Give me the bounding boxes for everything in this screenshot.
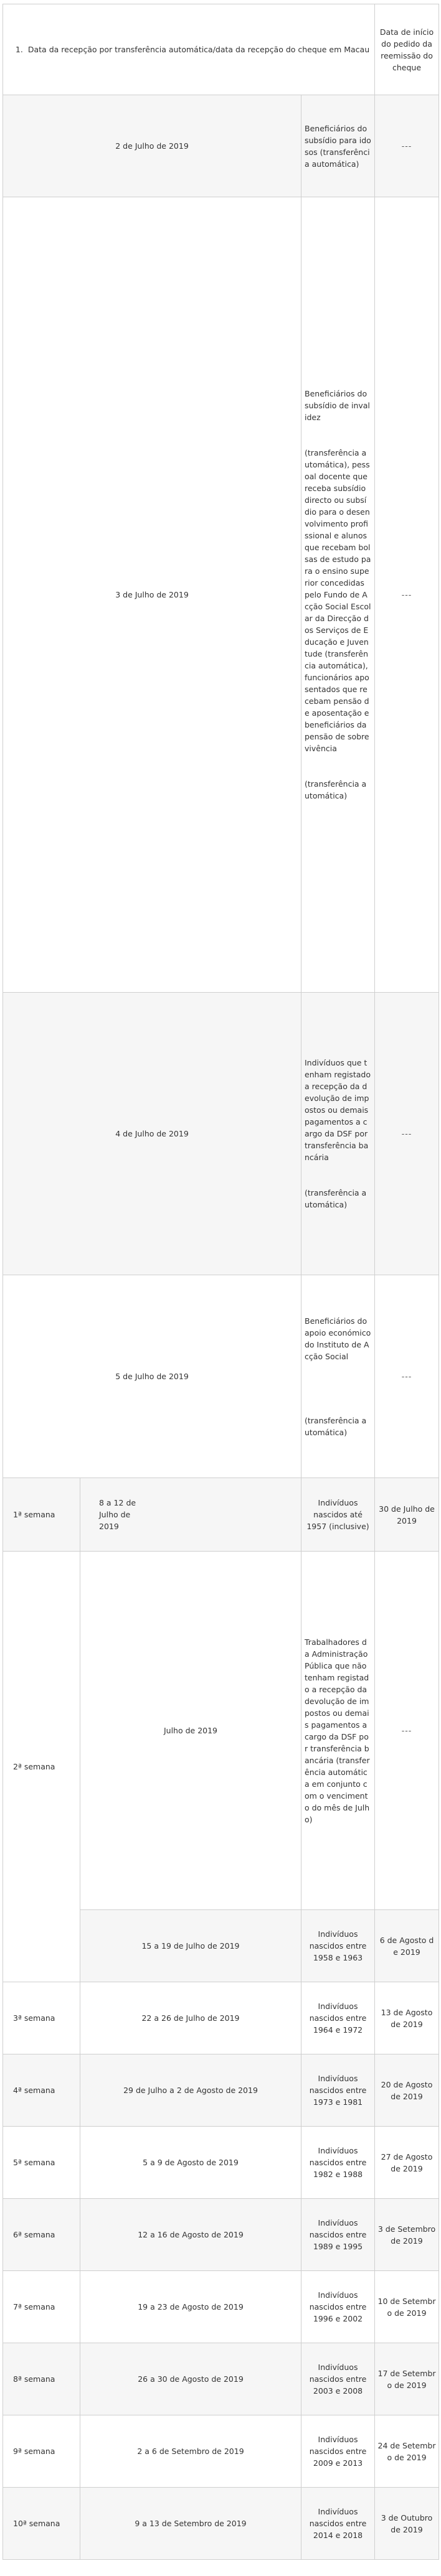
reception-date-cell: 4 de Julho de 2019	[3, 993, 301, 1275]
reception-date-cell: 2 a 6 de Setembro de 2019	[80, 2415, 301, 2488]
request-start-cell: 17 de Setembro de 2019	[375, 2343, 439, 2415]
reception-date-cell: 15 a 19 de Julho de 2019	[80, 1910, 301, 1982]
week-label-cell: 5ª semana	[3, 2127, 80, 2199]
beneficiary-category-cell: Indivíduos nascidos entre 1964 e 1972	[301, 1982, 375, 2054]
reception-date-cell: 22 a 26 de Julho de 2019	[80, 1982, 301, 2054]
week-label-cell: 9ª semana	[3, 2415, 80, 2488]
request-start-cell: 30 de Julho de 2019	[375, 1478, 439, 1552]
reception-date-cell	[80, 1478, 301, 1552]
reception-date-cell: 26 a 30 de Agosto de 2019	[80, 2343, 301, 2415]
table-row	[3, 2271, 439, 2343]
request-start-cell: 13 de Agosto de 2019	[375, 1982, 439, 2054]
beneficiary-category-cell: Indivíduos nascidos entre 1973 e 1981	[301, 2054, 375, 2127]
reception-date-cell: Julho de 2019	[80, 1552, 301, 1910]
category-text: (transferência automática)	[305, 1415, 367, 1437]
beneficiary-category-cell: Indivíduos nascidos entre 2014 e 2018	[301, 2488, 375, 2560]
request-start-cell: 6 de Agosto de 2019	[375, 1910, 439, 1982]
table-header-row	[3, 4, 439, 95]
table-row	[3, 1552, 439, 1910]
reception-date-cell: 29 de Julho a 2 de Agosto de 2019	[80, 2054, 301, 2127]
beneficiary-category-cell	[301, 1275, 375, 1478]
request-start-cell: 24 de Setembro de 2019	[375, 2415, 439, 2488]
empty-start-value: ---	[401, 1372, 412, 1381]
beneficiary-category-cell: Indivíduos nascidos entre 1989 e 1995	[301, 2199, 375, 2271]
reception-date-cell: 2 de Julho de 2019	[3, 95, 301, 197]
table-row	[3, 2199, 439, 2271]
beneficiary-category-cell: Indivíduos nascidos entre 1958 e 1963	[301, 1910, 375, 1982]
table-row	[3, 1982, 439, 2054]
request-start-cell	[375, 95, 439, 197]
payment-schedule-table	[2, 4, 439, 2560]
table-row	[3, 2343, 439, 2415]
category-text: Beneficiários do apoio económico do Instituto de Acção Social	[305, 1316, 371, 1361]
beneficiary-category-cell	[301, 993, 375, 1275]
empty-start-value: ---	[401, 1726, 412, 1735]
request-start-cell	[375, 1275, 439, 1478]
table-bottom-spacer	[2, 2560, 439, 2576]
table-row	[3, 2415, 439, 2488]
empty-start-value: ---	[401, 1129, 412, 1138]
empty-start-value: ---	[401, 141, 412, 151]
schedule-section	[2, 0, 439, 2576]
week-label-cell: 3ª semana	[3, 1982, 80, 2054]
beneficiary-category-cell: Indivíduos nascidos entre 2003 e 2008	[301, 2343, 375, 2415]
beneficiary-category-cell: Indivíduos nascidos entre 1996 e 2002	[301, 2271, 375, 2343]
beneficiary-category-cell: Indivíduos nascidos entre 2009 e 2013	[301, 2415, 375, 2488]
beneficiary-category-cell: Indivíduos nascidos entre 1982 e 1988	[301, 2127, 375, 2199]
table-row	[3, 2488, 439, 2560]
week-label-cell: 8ª semana	[3, 2343, 80, 2415]
week-label-cell: 4ª semana	[3, 2054, 80, 2127]
week-label-cell: 6ª semana	[3, 2199, 80, 2271]
request-start-cell: 27 de Agosto de 2019	[375, 2127, 439, 2199]
table-row	[3, 1275, 439, 1478]
week-label-cell: 7ª semana	[3, 2271, 80, 2343]
week-label-cell: 1ª semana	[3, 1478, 80, 1552]
category-text: Beneficiários do subsídio de invalidez	[305, 389, 370, 422]
table-row	[3, 197, 439, 993]
beneficiary-category-cell	[301, 197, 375, 993]
request-start-cell: 3 de Setembro de 2019	[375, 2199, 439, 2271]
week-label-cell: 10ª semana	[3, 2488, 80, 2560]
empty-start-value: ---	[401, 590, 412, 599]
header-reception-date	[3, 4, 375, 95]
table-row	[3, 2127, 439, 2199]
header-number: 1.	[15, 45, 23, 54]
request-start-cell	[375, 1552, 439, 1910]
category-text: (transferência automática)	[305, 779, 367, 800]
table-row	[3, 993, 439, 1275]
request-start-cell	[375, 197, 439, 993]
reception-date-cell: 5 a 9 de Agosto de 2019	[80, 2127, 301, 2199]
request-start-cell: 20 de Agosto de 2019	[375, 2054, 439, 2127]
beneficiary-category-cell: Trabalhadores da Administração Pública que não tenham registado a recepção da devolução de impostos ou demais pagamentos a cargo da DSF por transferência bancária (transferência automática em conjunto com o vencimento do mês de Julho)	[301, 1552, 375, 1910]
reception-date-cell: 12 a 16 de Agosto de 2019	[80, 2199, 301, 2271]
week-label-cell: 2ª semana	[3, 1552, 80, 1982]
reception-date-cell: 5 de Julho de 2019	[3, 1275, 301, 1478]
reception-date-cell: 19 a 23 de Agosto de 2019	[80, 2271, 301, 2343]
category-text: (transferência automática), pessoal docente que receba subsídio directo ou subsídio para o desenvolvimento profissional e alunos que recebam bolsas de estudo para o ensino superior concedidas pelo Fundo de Acção Social Escolar da Direcção dos Serviços de Educação e Juventude (transferência automática), funcionários aposentados que recebam pensão de aposentação e beneficiários da pensão de sobrevivência	[305, 448, 371, 753]
beneficiary-category-cell: Beneficiários do subsídio para idosos (transferência automática)	[301, 95, 375, 197]
request-start-cell	[375, 993, 439, 1275]
table-row	[3, 95, 439, 197]
table-row	[3, 1478, 439, 1552]
header-reception-label: Data da recepção por transferência automática/data da recepção do cheque em Macau	[27, 45, 370, 54]
request-start-cell: 3 de Outubro de 2019	[375, 2488, 439, 2560]
reception-date-cell: 3 de Julho de 2019	[3, 197, 301, 993]
request-start-cell: 10 de Setembro de 2019	[375, 2271, 439, 2343]
table-row	[3, 2054, 439, 2127]
header-start-date: Data de início do pedido da reemissão do cheque	[375, 4, 439, 95]
category-text: Indivíduos que tenham registado a recepção da devolução de impostos ou demais pagamentos a cargo da DSF por transferência bancária	[305, 1058, 371, 1162]
beneficiary-category-cell: Indivíduos nascidos até 1957 (inclusive)	[301, 1478, 375, 1552]
reception-date-cell: 9 a 13 de Setembro de 2019	[80, 2488, 301, 2560]
category-text: (transferência automática)	[305, 1188, 367, 1209]
week-dates: 8 a 12 de Julho de 2019	[99, 1498, 136, 1531]
